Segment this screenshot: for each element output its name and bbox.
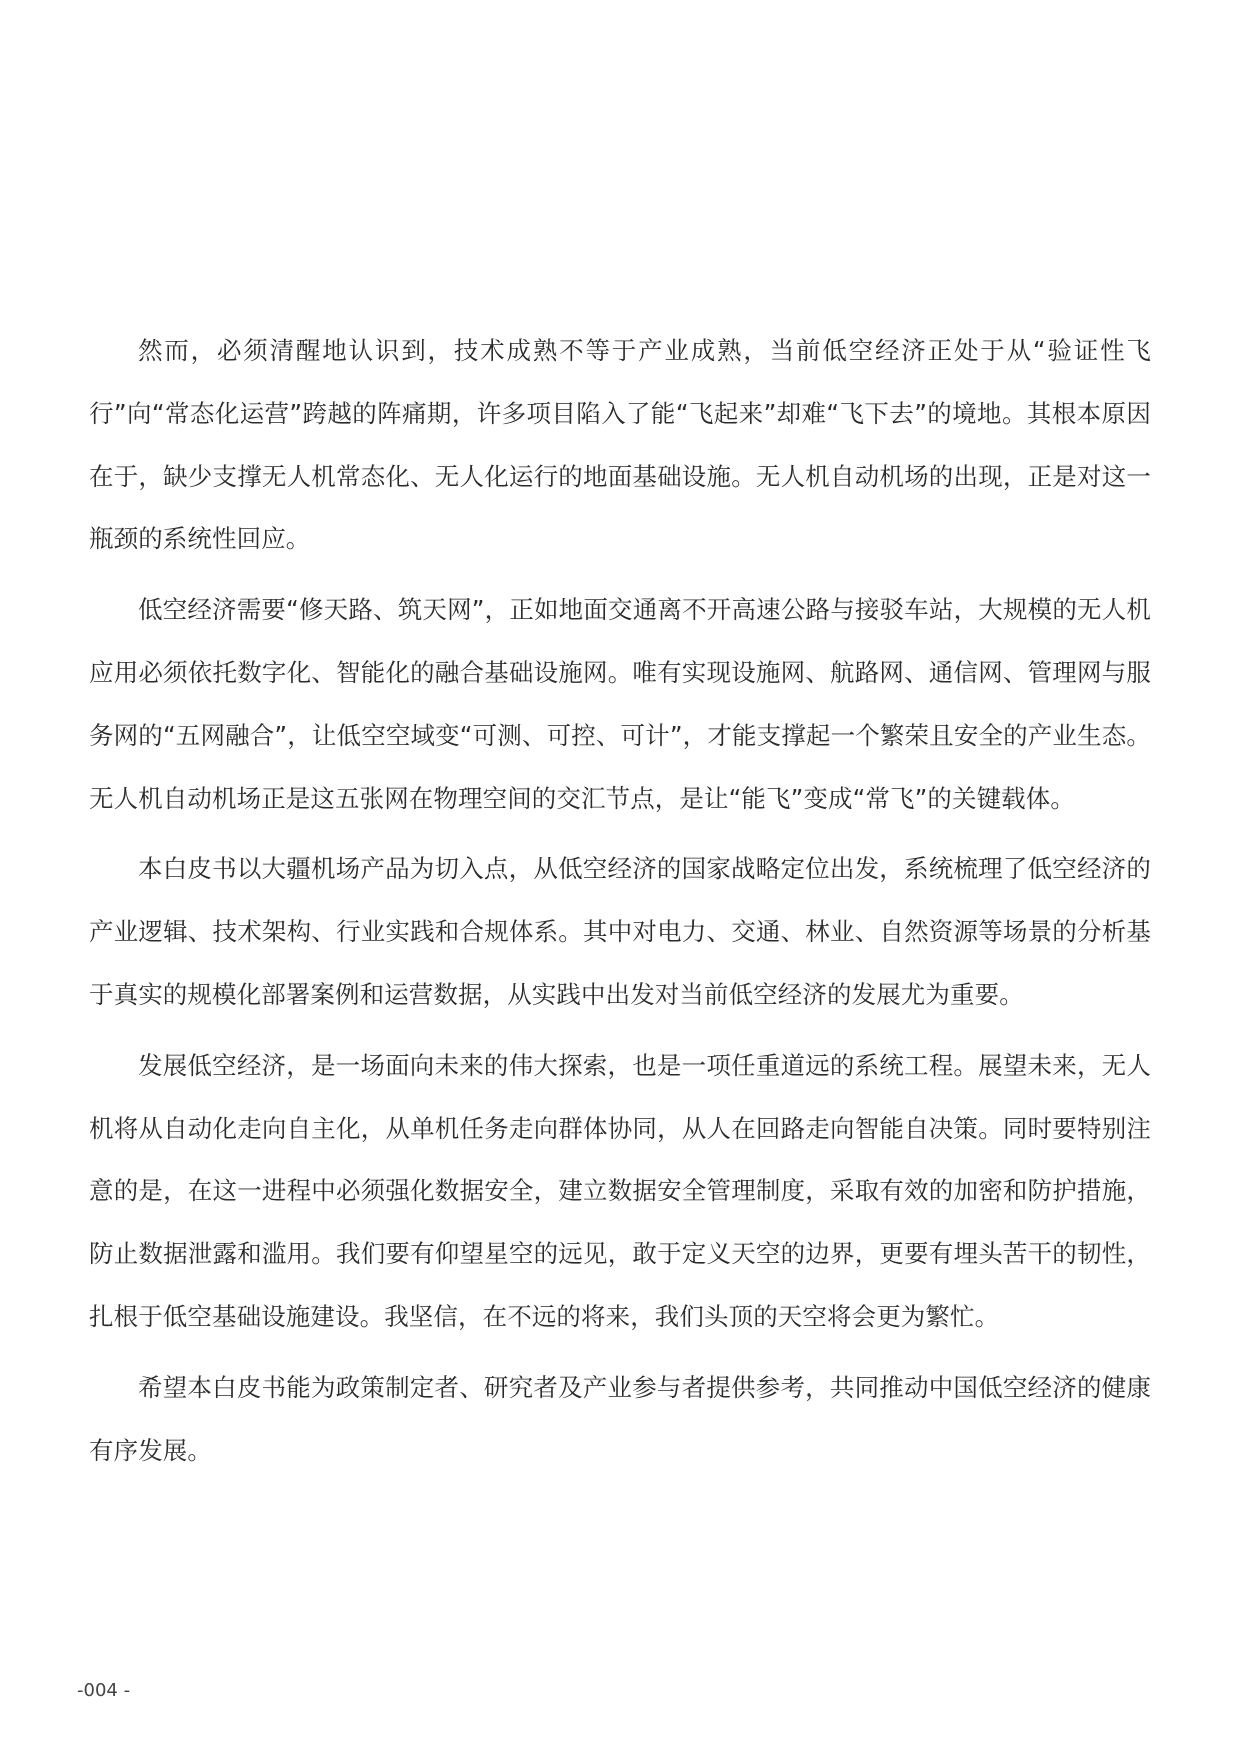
paragraph: 然而，必须清醒地认识到，技术成熟不等于产业成熟，当前低空经济正处于从“验证性飞行”向“常态化运营”跨越的阵痛期，许多项目陷入了能“飞起来”却难“飞下去”的境地。其根本原因在于，缺少支撑无人机常态化、无人化运行的地面基础设施。无人机自动机场的出现，正是对这一瓶颈的系统性回应。 xyxy=(89,336,1151,554)
paragraph: 低空经济需要“修天路、筑天网”，正如地面交通离不开高速公路与接驳车站，大规模的无人机应用必须依托数字化、智能化的融合基础设施网。唯有实现设施网、航路网、通信网、管理网与服务网的“五网融合”，让低空空域变“可测、可控、可计”，才能支撑起一个繁荣且安全的产业生态。无人机自动机场正是这五张网在物理空间的交汇节点，是让“能飞”变成“常飞”的关键载体。 xyxy=(89,595,1151,813)
page-number: -004 - xyxy=(77,1680,131,1701)
paragraph: 希望本白皮书能为政策制定者、研究者及产业参与者提供参考，共同推动中国低空经济的健康有序发展。 xyxy=(89,1372,1151,1465)
body-text xyxy=(89,320,1151,1490)
paragraph: 发展低空经济，是一场面向未来的伟大探索，也是一项任重道远的系统工程。展望未来，无人机将从自动化走向自主化，从单机任务走向群体协同，从人在回路走向智能自决策。同时要特别注意的是，在这一进程中必须强化数据安全，建立数据安全管理制度，采取有效的加密和防护措施，防止数据泄露和滥用。我们要有仰望星空的远见，敢于定义天空的边界，更要有埋头苦干的韧性，扎根于低空基础设施建设。我坚信，在不远的将来，我们头顶的天空将会更为繁忙。 xyxy=(89,1050,1151,1331)
paragraph: 本白皮书以大疆机场产品为切入点，从低空经济的国家战略定位出发，系统梳理了低空经济的产业逻辑、技术架构、行业实践和合规体系。其中对电力、交通、林业、自然资源等场景的分析基于真实的规模化部署案例和运营数据，从实践中出发对当前低空经济的发展尤为重要。 xyxy=(89,854,1151,1009)
